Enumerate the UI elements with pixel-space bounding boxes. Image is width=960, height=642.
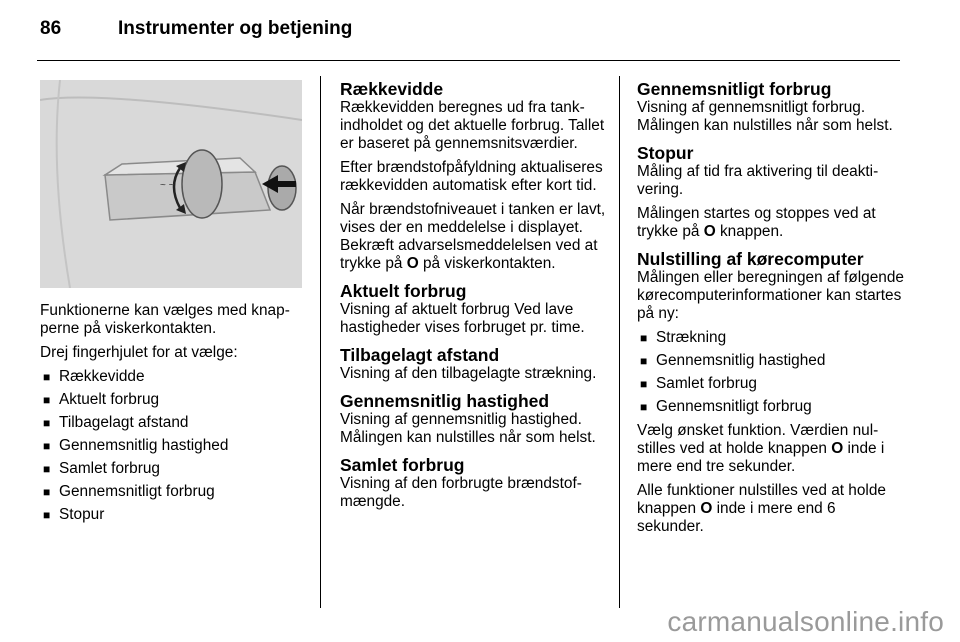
list-item: ■ Strækning: [637, 329, 905, 347]
key-label: O: [703, 223, 716, 240]
left-column: [40, 302, 312, 530]
paragraph: [637, 422, 905, 476]
list-item: ■ Gennemsnitligt forbrug: [637, 398, 905, 416]
section-reset: [637, 250, 905, 536]
section-heading: Nulstilling af kørecomputer: [637, 249, 864, 269]
text: Vælg ønsket funktion. Værdien nulstilles ved at holde knappen: [637, 422, 879, 457]
section-distance: [340, 346, 608, 383]
reset-list: [637, 329, 905, 416]
section-stopwatch: [637, 144, 905, 241]
section-current-consumption: [340, 282, 608, 337]
section-average-consumption: [637, 80, 905, 135]
list-item: ■ Stopur: [40, 506, 312, 524]
paragraph: [340, 201, 608, 273]
list-item: ■ Gennemsnitlig hastighed: [40, 437, 312, 455]
paragraph: Rækkevidden beregnes ud fra tankindholdet og det aktuelle forbrug. Tallet er baseret på gennemsnitsværdier.: [340, 99, 605, 152]
wiper-stalk-drawing: [40, 80, 302, 288]
list-item: ■ Rækkevidde: [40, 368, 312, 386]
key-label: O: [700, 500, 713, 517]
paragraph: Visning af den forbrugte brændstofmængde.: [340, 475, 582, 510]
text: på viskerkontakten.: [418, 255, 556, 272]
function-list: [40, 368, 312, 524]
list-item: ■ Samlet forbrug: [637, 375, 905, 393]
text: knappen.: [715, 223, 784, 240]
paragraph: Måling af tid fra aktivering til deaktivering.: [637, 163, 879, 198]
list-item: ■ Gennemsnitligt forbrug: [40, 483, 312, 501]
section-heading: Stopur: [637, 143, 694, 163]
paragraph: Målingen eller beregningen af følgende kørecomputerinformationer kan startes på ny:: [637, 269, 904, 322]
select-instruction: Drej fingerhjulet for at vælge:: [40, 344, 238, 361]
section-heading: Aktuelt forbrug: [340, 281, 467, 301]
section-total-consumption: [340, 456, 608, 511]
list-item: ■ Samlet forbrug: [40, 460, 312, 478]
paragraph: Efter brændstofpåfyldning aktualiseres rækkevidden automatisk efter kort tid.: [340, 159, 603, 194]
column-divider-right: [619, 76, 620, 608]
list-item: ■ Gennemsnitlig hastighed: [637, 352, 905, 370]
text: Målingen startes og stoppes ved at trykke på: [637, 205, 876, 240]
paragraph: Visning af aktuelt forbrug Ved lave hastigheder vises forbruget pr. time.: [340, 301, 585, 336]
column-divider-left: [320, 76, 321, 608]
section-average-speed: [340, 392, 608, 447]
middle-column: [340, 80, 608, 520]
section-heading: Gennemsnitlig hastighed: [340, 391, 550, 411]
page-number: 86: [40, 18, 62, 39]
section-heading: Rækkevidde: [340, 79, 444, 99]
text: inde i mere end tre sekunder.: [637, 440, 885, 475]
list-item: ■ Tilbagelagt afstand: [40, 414, 312, 432]
key-label: O: [831, 440, 844, 457]
watermark: carmanualsonline.info: [667, 606, 944, 637]
paragraph: Visning af gennemsnitlig hastighed. Målingen kan nulstilles når som helst.: [340, 411, 596, 446]
svg-text:~ ~: ~ ~: [160, 180, 175, 191]
list-item: ■ Aktuelt forbrug: [40, 391, 312, 409]
wiper-stalk-illustration: [40, 80, 302, 288]
section-range: [340, 80, 608, 273]
header-rule: [37, 60, 900, 61]
section-heading: Samlet forbrug: [340, 455, 465, 475]
page-title: Instrumenter og betjening: [118, 18, 353, 39]
section-heading: Tilbagelagt afstand: [340, 345, 500, 365]
text: inde i mere end 6 sekunder.: [637, 500, 836, 535]
section-heading: Gennemsnitligt forbrug: [637, 79, 832, 99]
key-label: O: [406, 255, 419, 272]
intro-text: Funktionerne kan vælges med knapperne på viskerkontakten.: [40, 302, 290, 337]
paragraph: [637, 482, 905, 536]
paragraph: [637, 205, 905, 241]
text: Når brændstofniveauet i tanken er lavt, vises der en meddelelse i displayet. Bekræft advarselsmeddelelsen ved at trykke på: [340, 201, 606, 272]
text: Alle funktioner nulstilles ved at holde knappen: [637, 482, 886, 517]
paragraph: Visning af gennemsnitligt forbrug. Målingen kan nulstilles når som helst.: [637, 99, 893, 134]
right-column: [637, 80, 905, 545]
paragraph: Visning af den tilbagelagte strækning.: [340, 365, 597, 382]
